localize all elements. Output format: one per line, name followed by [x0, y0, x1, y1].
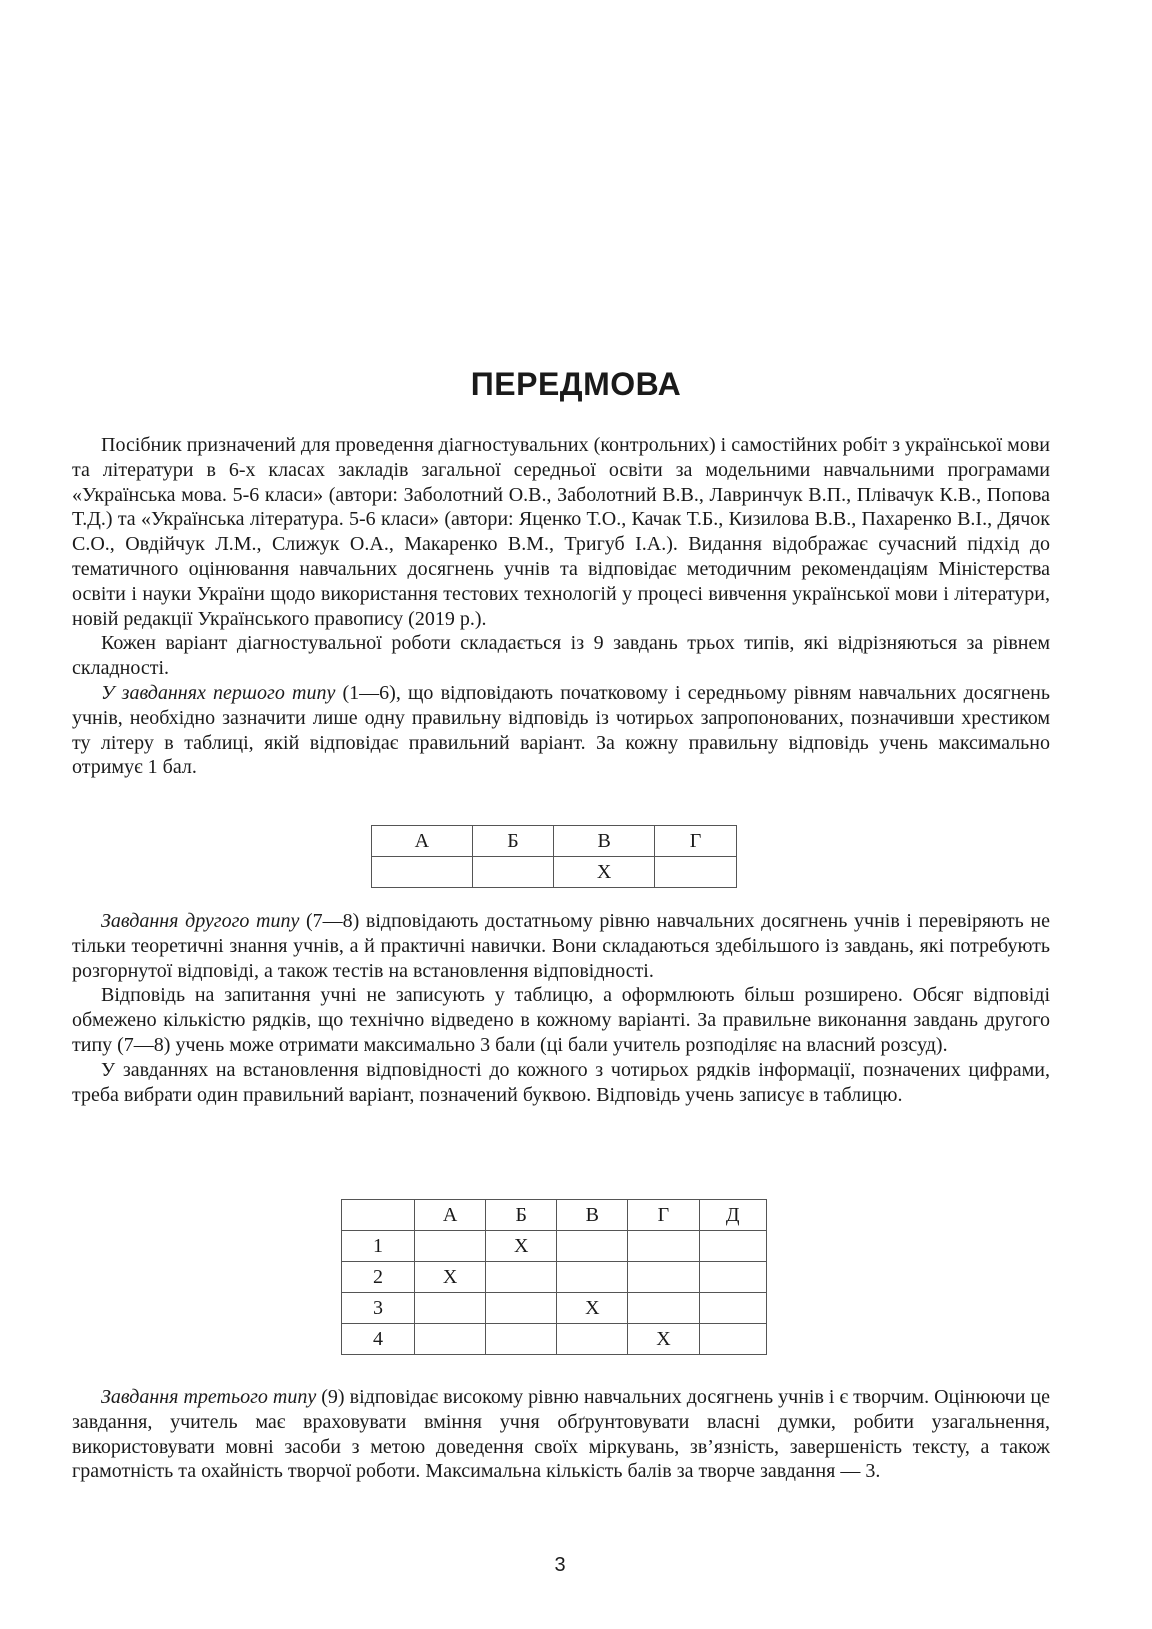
row-number-cell: 4: [342, 1324, 415, 1355]
table-row: [372, 857, 737, 888]
table-cell: [628, 1293, 699, 1324]
table-cell: [557, 1324, 628, 1355]
table-header-cell: Б: [472, 826, 553, 857]
table-cell: [699, 1262, 767, 1293]
table-cell: [628, 1231, 699, 1262]
intro-text-block: [72, 433, 1050, 780]
table-row: [342, 1231, 767, 1262]
table-cell: [557, 1262, 628, 1293]
table-cell: [557, 1231, 628, 1262]
table-header-cell: Г: [628, 1200, 699, 1231]
page-title: ПЕРЕДМОВА: [470, 366, 682, 402]
table-cell: [415, 1324, 486, 1355]
page-number: 3: [554, 1554, 566, 1576]
table-row: [342, 1324, 767, 1355]
type-three-label: Завдання третього типу: [101, 1386, 317, 1408]
table-cell: Х: [628, 1324, 699, 1355]
paragraph-structure: Кожен варіант діагностувальної роботи складається із 9 завдань трьох типів, які відрізняються за рівнем складності.: [72, 632, 1050, 680]
answer-table-single-choice: [371, 825, 737, 888]
row-number-cell: 1: [342, 1231, 415, 1262]
table-cell: [699, 1231, 767, 1262]
table-cell: [415, 1231, 486, 1262]
middle-text-block: [72, 909, 1050, 1107]
paragraph-matching: У завданнях на встановлення відповідності до кожного з чотирьох рядків інформації, позначених цифрами, треба вибрати один правильний варіант, позначений буквою. Відповідь учень записує в таблицю.: [72, 1058, 1050, 1106]
closing-text-block: [72, 1385, 1050, 1484]
paragraph-type-three: [72, 1385, 1050, 1484]
row-number-cell: 3: [342, 1293, 415, 1324]
table-cell: [486, 1262, 557, 1293]
table-cell: Х: [557, 1293, 628, 1324]
table-cell: Х: [415, 1262, 486, 1293]
table-cell: [699, 1324, 767, 1355]
type-one-description: (1—6), що відповідають початковому і середньому рівням навчальних досягнень учнів, необхідно зазначити лише одну правильну відповідь із чотирьох запропонованих, позначивши хрестиком ту літеру в таблиці, якій відповідає правильний варіант. За кожну правильну відповідь учень максимально отримує 1 бал.: [72, 681, 1050, 779]
paragraph-type-two: [72, 909, 1050, 983]
table-header-row: [372, 826, 737, 857]
table-cell: [486, 1324, 557, 1355]
table-cell: [486, 1293, 557, 1324]
table-row: [342, 1293, 767, 1324]
type-two-label: Завдання другого типу: [101, 910, 300, 932]
table-header-cell: А: [415, 1200, 486, 1231]
type-one-label: У завданнях першого типу: [101, 681, 336, 704]
table-cell: [415, 1293, 486, 1324]
table-header-cell: Д: [699, 1200, 767, 1231]
table-header-row: [342, 1200, 767, 1231]
paragraph-purpose: Посібник призначений для проведення діагностувальних (контрольних) і самостійних робіт з української мови та літератури в 6-х класах закладів загальної середньої освіти за модельними навчальними програмами «Українська мова. 5-6 класи» (автори: Заболотний О.В., Заболотний В.В., Лавринчук В.П., Плівачук К.В., Попова Т.Д.) та «Українська література. 5-6 класи» (автори: Яценко Т.О., Качак Т.Б., Кизилова В.В., Пахаренко В.І., Дячок С.О., Овдійчук Л.М., Слижук О.А., Макаренко В.М., Тригуб І.А.). Видання відображає сучасний підхід до тематичного оцінювання навчальних досягнень учнів та відповідає методичним рекомендаціям Міністерства освіти і науки України щодо використання тестових технологій у процесі вивчення української мови і літератури, новій редакції Українського правопису (2019 р.).: [72, 434, 1050, 630]
table-cell: [655, 857, 737, 888]
table-cell: Х: [554, 857, 655, 888]
type-two-description: (7—8) відповідають достатньому рівню навчальних досягнень учнів і перевіряють не тільки теоретичні знання учнів, а й практичні навички. Вони складаються здебільшого із завдань, які потребують розгорнутої відповіді, а також тестів на встановлення відповідності.: [72, 910, 1050, 982]
paragraph-type-one: [72, 681, 1050, 780]
table-row: [342, 1262, 767, 1293]
paragraph-answer-format: Відповідь на запитання учні не записують у таблицю, а оформлюють більш розширено. Обсяг відповіді обмежено кількістю рядків, що технічно відведено в кожному варіанті. За правильне виконання завдань другого типу (7—8) учень може отримати максимально 3 бали (ці бали учитель розподіляє на власний розсуд).: [72, 984, 1050, 1056]
answer-table-matching: [341, 1199, 767, 1355]
table-cell: [472, 857, 553, 888]
table-header-cell: Г: [655, 826, 737, 857]
table-header-cell: А: [372, 826, 473, 857]
table-cell: Х: [486, 1231, 557, 1262]
table-cell: [628, 1262, 699, 1293]
table-header-cell: В: [554, 826, 655, 857]
table-cell: [699, 1293, 767, 1324]
table-header-cell: В: [557, 1200, 628, 1231]
row-number-cell: 2: [342, 1262, 415, 1293]
table-cell: [372, 857, 473, 888]
table-header-cell: Б: [486, 1200, 557, 1231]
type-three-description: (9) відповідає високому рівню навчальних досягнень учнів і є творчим. Оцінюючи це завдання, учитель має враховувати вміння учня обґрунтовувати власні думки, робити узагальнення, використовувати мовні засоби з метою доведення своїх міркувань, зв’язність, завершеність тексту, а також грамотність та охайність творчої роботи. Максимальна кількість балів за творче завдання — 3.: [72, 1386, 1051, 1483]
table-header-cell: [342, 1200, 415, 1231]
